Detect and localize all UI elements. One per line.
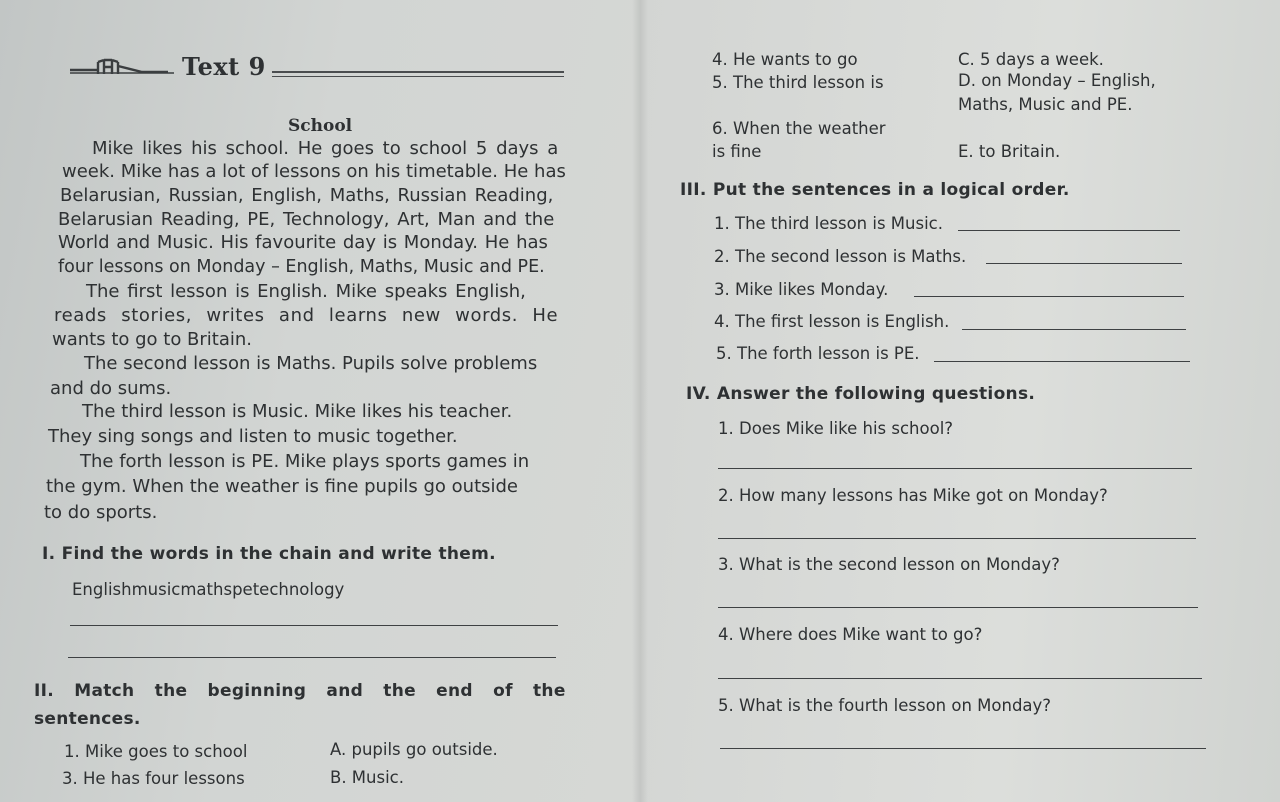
question: 4. Where does Mike want to go?: [718, 625, 983, 644]
story-line: reads stories, writes and learns new words. He: [54, 305, 559, 326]
answer-line[interactable]: [718, 468, 1192, 469]
answer-line[interactable]: [720, 748, 1206, 749]
answer-line[interactable]: [70, 625, 558, 626]
story-line: week. Mike has a lot of lessons on his timetable. He has: [62, 161, 566, 182]
question: 3. What is the second lesson on Monday?: [718, 555, 1060, 574]
match-left-item: 4. He wants to go: [712, 50, 858, 69]
page-fold: [632, 0, 648, 802]
book-logo-icon: [68, 56, 176, 78]
order-blank[interactable]: [962, 329, 1186, 330]
story-line: and do sums.: [50, 378, 172, 399]
story-line: The forth lesson is PE. Mike plays sports games in: [80, 451, 530, 472]
order-item: 1. The third lesson is Music.: [714, 214, 943, 233]
story-line: The second lesson is Maths. Pupils solve problems: [84, 353, 538, 374]
answer-line[interactable]: [718, 678, 1202, 679]
answer-line[interactable]: [718, 607, 1198, 608]
question: 1. Does Mike like his school?: [718, 419, 954, 438]
text-title: Text 9: [182, 52, 266, 81]
story-line: Belarusian Reading, PE, Technology, Art, Man and the: [58, 209, 555, 230]
order-item: 2. The second lesson is Maths.: [714, 247, 967, 266]
question: 2. How many lessons has Mike got on Monday?: [718, 486, 1108, 505]
order-blank[interactable]: [958, 230, 1180, 231]
answer-line[interactable]: [68, 657, 556, 658]
match-left-item: 6. When the weather: [712, 119, 886, 138]
match-left-item: 1. Mike goes to school: [64, 742, 248, 761]
story-line: Belarusian, Russian, English, Maths, Russian Reading,: [60, 185, 554, 206]
task2-heading-cont: sentences.: [34, 709, 141, 729]
story-line: to do sports.: [44, 502, 158, 523]
task3-heading: III. Put the sentences in a logical order.: [680, 180, 1070, 200]
story-line: the gym. When the weather is fine pupils go outside: [46, 476, 518, 497]
order-blank[interactable]: [914, 296, 1184, 297]
title-rule: [272, 71, 564, 77]
task1-heading: I. Find the words in the chain and write them.: [42, 544, 496, 564]
story-line: World and Music. His favourite day is Monday. He has: [58, 232, 548, 253]
story-line: The third lesson is Music. Mike likes his teacher.: [82, 401, 513, 422]
task2-heading: II. Match the beginning and the end of the: [34, 681, 566, 701]
match-left-item: 5. The third lesson is: [712, 73, 884, 92]
order-blank[interactable]: [986, 263, 1182, 264]
question: 5. What is the fourth lesson on Monday?: [718, 696, 1052, 715]
story-line: They sing songs and listen to music together.: [48, 426, 458, 447]
story-line: wants to go to Britain.: [52, 329, 253, 350]
match-right-item: C. 5 days a week.: [958, 50, 1104, 69]
order-blank[interactable]: [934, 361, 1190, 362]
match-right-item: D. on Monday – English,: [958, 71, 1156, 90]
match-right-item: Maths, Music and PE.: [958, 95, 1133, 114]
task4-heading: IV. Answer the following questions.: [686, 384, 1036, 404]
match-right-item: B. Music.: [330, 768, 405, 787]
answer-line[interactable]: [718, 538, 1196, 539]
order-item: 3. Mike likes Monday.: [714, 280, 889, 299]
story-line: Mike likes his school. He goes to school 5 days a: [92, 138, 559, 159]
story-line: four lessons on Monday – English, Maths, Music and PE.: [58, 257, 545, 277]
story-title: School: [288, 116, 353, 136]
match-left-item: is fine: [712, 142, 762, 161]
story-line: The first lesson is English. Mike speaks English,: [86, 281, 526, 302]
order-item: 5. The forth lesson is PE.: [716, 344, 920, 363]
match-left-item: 3. He has four lessons: [62, 769, 245, 788]
word-chain: Englishmusicmathspetechnology: [72, 580, 345, 599]
match-right-item: A. pupils go outside.: [330, 740, 498, 759]
order-item: 4. The first lesson is English.: [714, 312, 950, 331]
match-right-item: E. to Britain.: [958, 142, 1061, 161]
